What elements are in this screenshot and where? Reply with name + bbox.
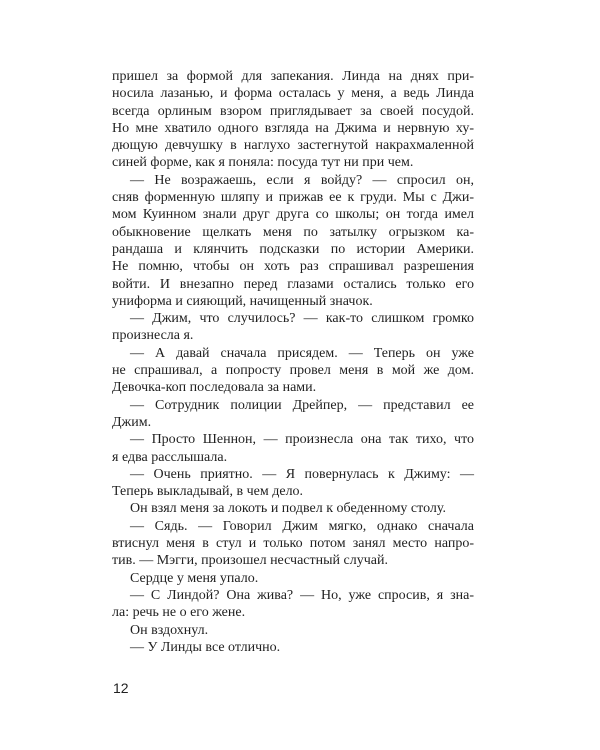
text-line: Не помню, чтобы он хоть раз спрашивал разрешения bbox=[112, 259, 474, 275]
text-line: мом Куинном знали друг друга со школы; он тогда имел bbox=[112, 207, 474, 223]
text-line: не спрашивал, а попросту провел меня в мой же дом. bbox=[112, 363, 474, 379]
text-line: — С Линдой? Она жива? — Но, уже спросив, я зна- bbox=[130, 587, 474, 603]
text-line: — Просто Шеннон, — произнесла она так тихо, что bbox=[130, 432, 474, 448]
text-line: сняв форменную шляпу и прижав ее к груди. Мы с Джи- bbox=[112, 190, 474, 206]
page-number: 12 bbox=[113, 680, 129, 696]
text-line: — У Линды все отлично. bbox=[130, 639, 281, 655]
text-line: Девочка-коп последовала за нами. bbox=[112, 380, 317, 396]
text-line: рандаша и клянчить подсказки по истории Америки. bbox=[112, 241, 474, 257]
text-line: — Сотрудник полиции Дрейпер, — представил ее bbox=[130, 397, 474, 413]
text-line: Он вздохнул. bbox=[130, 622, 209, 638]
text-line: — Джим, что случилось? — как-то слишком громко bbox=[130, 311, 474, 327]
text-line: произнесла я. bbox=[112, 328, 194, 344]
text-line: Сердце у меня упало. bbox=[130, 570, 259, 586]
text-line: синей форме, как я поняла: посуда тут ни при чем. bbox=[112, 155, 414, 171]
text-line: войти. И внезапно перед глазами остались только его bbox=[112, 276, 474, 292]
text-line: пришел за формой для запекания. Линда на днях при- bbox=[112, 69, 474, 84]
text-line: Теперь выкладывай, в чем дело. bbox=[112, 484, 304, 500]
text-line: — Не возражаешь, если я войду? — спросил он, bbox=[130, 172, 474, 188]
text-line: тив. — Мэгги, произошел несчастный случай. bbox=[112, 553, 388, 569]
text-line: униформа и сияющий, начищенный значок. bbox=[112, 293, 373, 309]
text-line: дющую девчушку в наглухо застегнутой накрахмаленной bbox=[112, 138, 474, 154]
text-line: обыкновение щелкать меня по затылку огрызком ка- bbox=[112, 224, 474, 240]
text-line: носила лазанью, и форма осталась у меня, а ведь Линда bbox=[112, 86, 474, 102]
text-line: я едва расслышала. bbox=[112, 449, 228, 465]
text-line: — Очень приятно. — Я повернулась к Джиму: — bbox=[130, 466, 474, 482]
text-line: — Сядь. — Говорил Джим мягко, однако сначала bbox=[130, 518, 474, 534]
text-line: Он взял меня за локоть и подвел к обеденному столу. bbox=[130, 501, 446, 517]
page-text bbox=[112, 68, 474, 656]
text-line: — А давай сначала присядем. — Теперь он уже bbox=[130, 345, 474, 361]
text-line: всегда орлиным взором приглядывает за своей посудой. bbox=[112, 103, 474, 119]
text-line: ла: речь не о его жене. bbox=[112, 605, 246, 621]
text-line: Джим. bbox=[112, 414, 152, 430]
text-line: втиснул меня в стул и только потом занял место напро- bbox=[112, 536, 474, 552]
text-line: Но мне хватило одного взгляда на Джима и нервную ху- bbox=[112, 120, 474, 136]
